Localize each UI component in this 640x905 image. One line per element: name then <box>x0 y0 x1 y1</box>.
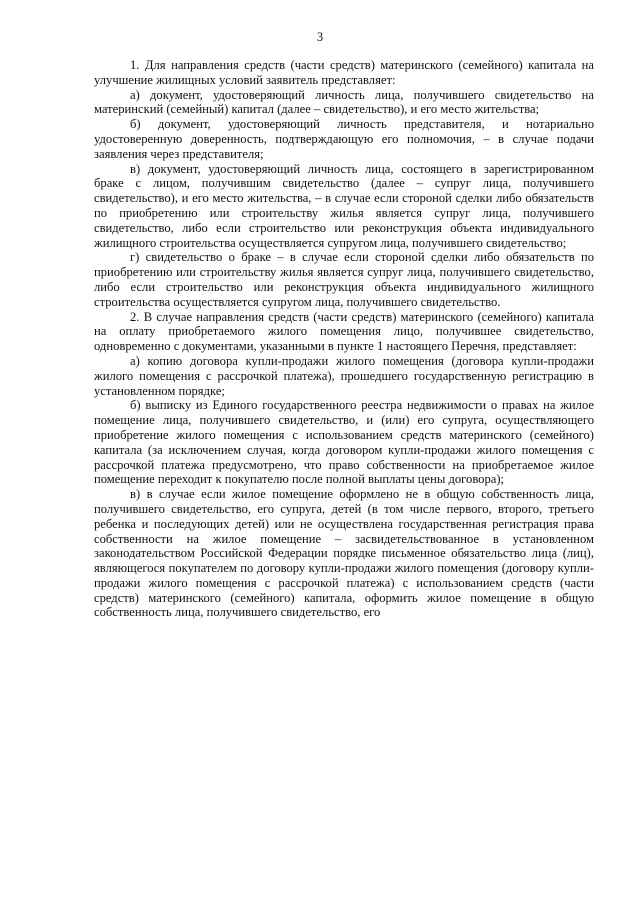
document-body <box>94 58 594 620</box>
paragraph-1b: б) документ, удостоверяющий личность представителя, и нотариально удостоверенную доверенность, подтверждающую его полномочия, – в случае подачи заявления через представителя; <box>94 117 594 161</box>
paragraph-2v: в) в случае если жилое помещение оформлено не в общую собственность лица, получившего свидетельство, его супруга, детей (в том числе первого, второго, третьего ребенка и последующих детей) или не осуществлена государственная регистрация права собственности на жилое помещение – засвидетельствованное в установленном законодательством Российской Федерации порядке письменное обязательство лица (лиц), являющегося покупателем по договору купли-продажи жилого помещения (договору купли-продажи жилого помещения с рассрочкой платежа) с использованием средств (части средств) материнского (семейного) капитала, оформить жилое помещение в общую собственность лица, получившего свидетельство, его <box>94 487 594 620</box>
page-number: 3 <box>316 30 324 44</box>
paragraph-1-intro: 1. Для направления средств (части средств) материнского (семейного) капитала на улучшение жилищных условий заявитель представляет: <box>94 58 594 87</box>
paragraph-2a: а) копию договора купли-продажи жилого помещения (договора купли-продажи жилого помещения с рассрочкой платежа), прошедшего государственную регистрацию в установленном порядке; <box>94 353 594 398</box>
paragraph-2b: б) выписку из Единого государственного реестра недвижимости о правах на жилое помещение лица, получившего свидетельство, и (или) его супруга, осуществляющего приобретение жилого помещения с использованием средств материнского (семейного) капитала (за исключением случая, когда договором купли-продажи жилого помещения с рассрочкой платежа предусмотрено, что право собственности на приобретаемое жилое помещение переходит к покупателю после полной выплаты цены договора); <box>94 398 594 487</box>
paragraph-1a: а) документ, удостоверяющий личность лица, получившего свидетельство на материнский (семейный) капитал (далее – свидетельство), и его место жительства; <box>94 87 594 117</box>
paragraph-1g: г) свидетельство о браке – в случае если стороной сделки либо обязательств по приобретению или строительству жилья является супруг лица, получившего свидетельство, либо если строительство или реконструкция объекта индивидуального жилищного строительства осуществляется супругом лица, получившего свидетельство. <box>94 250 594 309</box>
paragraph-1v: в) документ, удостоверяющий личность лица, состоящего в зарегистрированном браке с лицом, получившим свидетельство (далее – супруг лица, получившего свидетельство), и его место жительства, – в случае если стороной сделки либо обязательств по приобретению или строительству жилья является супруг лица, получившего свидетельство, либо если строительство или реконструкция объекта индивидуального жилищного строительства осуществляется супругом лица, получившего свидетельство; <box>94 161 594 250</box>
paragraph-2-intro: 2. В случае направления средств (части средств) материнского (семейного) капитала на оплату приобретаемого жилого помещения лицо, получившее свидетельство, одновременно с документами, указанными в пункте 1 настоящего Перечня, представляет: <box>94 309 594 354</box>
